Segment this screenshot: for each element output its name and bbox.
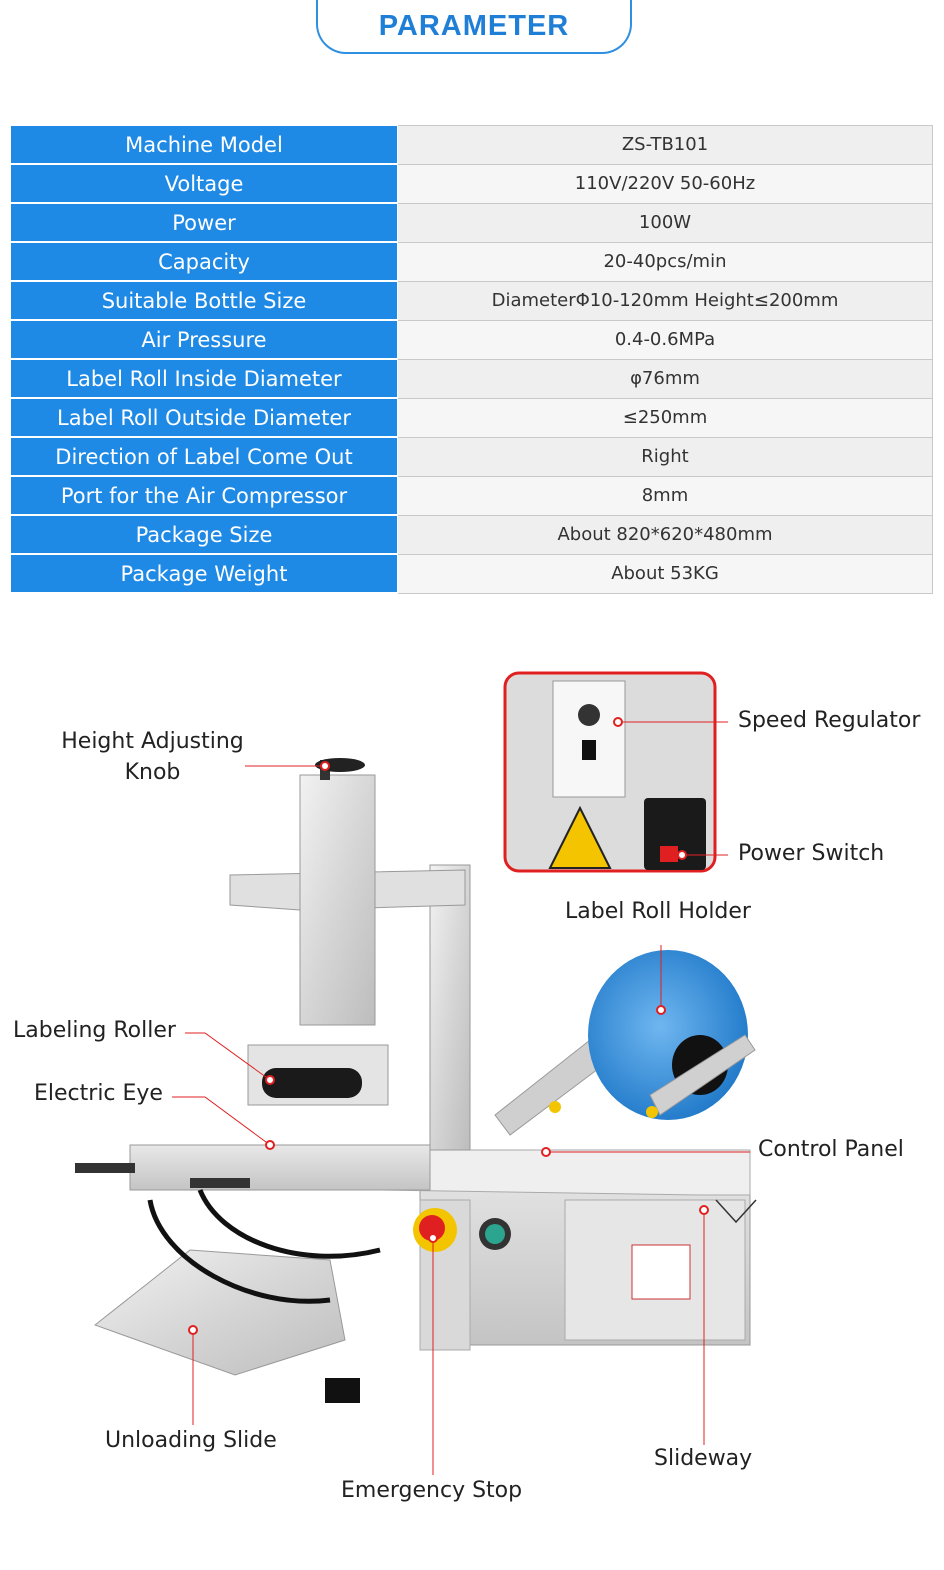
callout-label-roll-holder: Label Roll Holder: [565, 899, 751, 924]
table-row: [11, 281, 933, 320]
spec-value: 100W: [398, 203, 933, 242]
spec-value: About 53KG: [398, 554, 933, 593]
callout-height-knob-line1: Height Adjusting: [61, 729, 244, 754]
table-row: [11, 476, 933, 515]
table-row: [11, 164, 933, 203]
table-row: [11, 398, 933, 437]
spec-value: ZS-TB101: [398, 126, 933, 165]
label-roll-holder: [495, 950, 755, 1135]
rocker-switch-icon: [582, 740, 596, 760]
spec-label: Direction of Label Come Out: [11, 437, 398, 476]
spec-value: 0.4-0.6MPa: [398, 320, 933, 359]
roller-assembly: [248, 1045, 388, 1105]
spec-label: Port for the Air Compressor: [11, 476, 398, 515]
spec-label: Air Pressure: [11, 320, 398, 359]
unloading-slide-shape: [95, 1250, 345, 1375]
table-row: [11, 515, 933, 554]
callout-emergency-stop: Emergency Stop: [341, 1478, 523, 1503]
spec-label: Power: [11, 203, 398, 242]
callout-control-panel: Control Panel: [758, 1137, 904, 1162]
callout-slideway: Slideway: [654, 1446, 753, 1471]
spec-value: DiameterΦ10-120mm Height≤200mm: [398, 281, 933, 320]
spec-value: About 820*620*480mm: [398, 515, 933, 554]
speed-dial-icon: [578, 704, 600, 726]
parameter-title-pill: [316, 0, 632, 54]
spec-value: 20-40pcs/min: [398, 242, 933, 281]
callout-electric-eye: Electric Eye: [34, 1081, 163, 1106]
callout-speed-regulator: Speed Regulator: [738, 708, 921, 733]
spec-label: Machine Model: [11, 126, 398, 165]
control-box-inset: [505, 673, 715, 871]
spec-label: Label Roll Outside Diameter: [11, 398, 398, 437]
table-row: [11, 320, 933, 359]
spec-label: Capacity: [11, 242, 398, 281]
spec-value: Right: [398, 437, 933, 476]
spec-label: Label Roll Inside Diameter: [11, 359, 398, 398]
callout-labeling-roller: Labeling Roller: [13, 1018, 176, 1043]
spec-value: 110V/220V 50-60Hz: [398, 164, 933, 203]
callout-power-switch: Power Switch: [738, 841, 885, 866]
table-row: [11, 242, 933, 281]
table-row: [11, 126, 933, 165]
spec-label: Package Weight: [11, 554, 398, 593]
spec-table: [10, 125, 933, 594]
spec-value: φ76mm: [398, 359, 933, 398]
callout-unloading-slide: Unloading Slide: [105, 1428, 277, 1453]
page-title: PARAMETER: [378, 9, 570, 42]
spec-label: Voltage: [11, 164, 398, 203]
callout-height-knob-line2: Knob: [124, 759, 181, 785]
spec-value: ≤250mm: [398, 398, 933, 437]
spec-label: Suitable Bottle Size: [11, 281, 398, 320]
callout-height-knob: [40, 727, 265, 789]
spec-label: Package Size: [11, 515, 398, 554]
table-row: [11, 554, 933, 593]
table-row: [11, 359, 933, 398]
table-row: [11, 437, 933, 476]
table-row: [11, 203, 933, 242]
spec-value: 8mm: [398, 476, 933, 515]
